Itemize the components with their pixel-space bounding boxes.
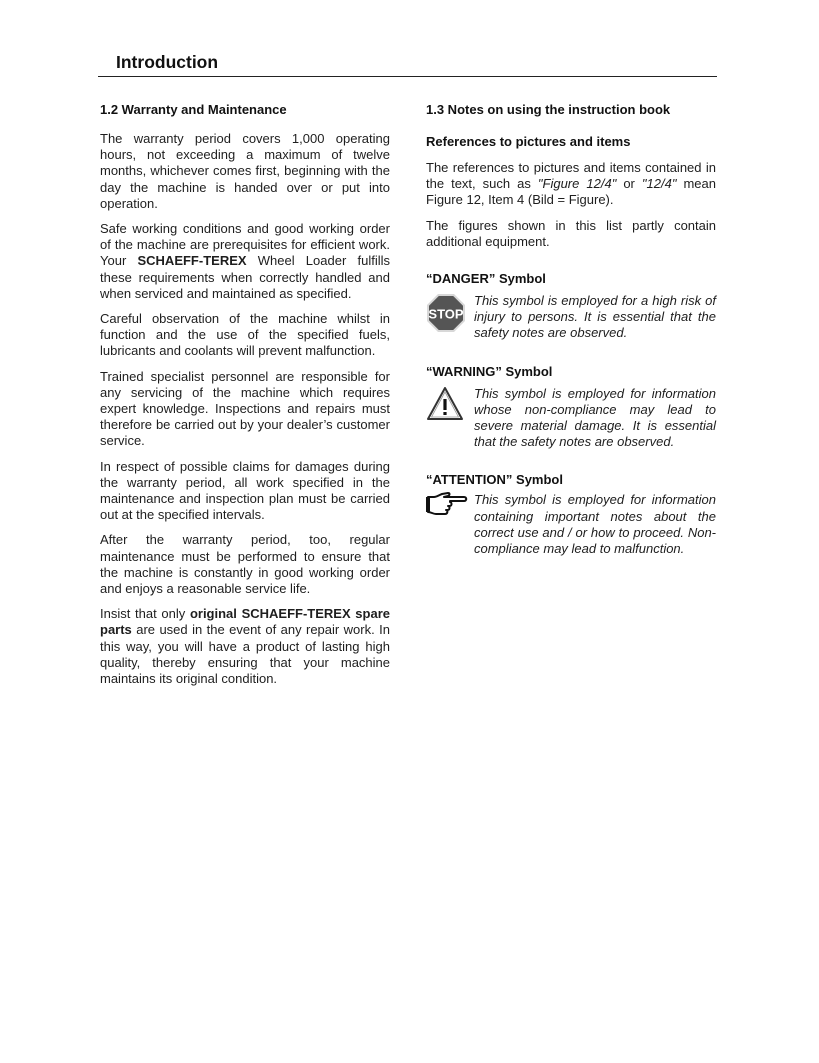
section-warranty [100, 102, 390, 696]
danger-symbol-block [426, 271, 716, 342]
text-run: Wheel Loader fulfills these requirements when correctly handled and when serviced and maintained as specified. [100, 253, 390, 301]
emphasis: original SCHAEFF-TEREX spare parts [100, 606, 391, 638]
symbol-description: This symbol is employed for a high risk of injury to persons. It is essential that the safety notes are observed. [474, 293, 716, 341]
text-run: Insist that only [100, 606, 190, 622]
symbol-title: “DANGER” Symbol [426, 271, 546, 287]
section-notes [426, 102, 716, 557]
warning-symbol-block [426, 364, 716, 451]
paragraph [100, 221, 390, 302]
paragraph: Careful observation of the machine whilst in function and the use of the specified fuels, lubricants and coolants will prevent malfunction. [100, 311, 390, 359]
paragraph [100, 606, 390, 687]
paragraph: After the warranty period, too, regular maintenance must be performed to ensure that the machine is constantly in good working order and enjoys a reasonable service life. [100, 532, 390, 597]
symbol-title: “WARNING” Symbol [426, 363, 553, 379]
paragraph: Trained specialist personnel are responsible for any servicing of the machine which requires expert knowledge. Inspections and repairs must therefore be carried out by your dealer’s customer service. [100, 368, 390, 449]
text-run: Safe working conditions and good working order of the machine are prerequisites for efficient work. Your [100, 221, 390, 269]
page-title: Introduction [116, 52, 219, 72]
brand-name: SCHAEFF-TEREX [137, 253, 247, 269]
text-run: or [616, 176, 642, 192]
text-run: mean Figure 12, Item 4 (Bild = Figure). [426, 176, 716, 208]
figure-reference: "Figure 12/4" [537, 176, 617, 192]
header-rule [98, 76, 717, 77]
pointing-hand-icon [426, 492, 474, 523]
section-heading: 1.2 Warranty and Maintenance [100, 102, 287, 117]
section-heading: 1.3 Notes on using the instruction book [426, 102, 671, 117]
paragraph [426, 160, 716, 209]
text-run: The references to pictures and items contained in the text, such as [426, 160, 716, 192]
attention-symbol-block [426, 472, 716, 557]
figure-reference: "12/4" [641, 176, 677, 192]
symbol-title: “ATTENTION” Symbol [426, 472, 563, 488]
stop-sign-icon [426, 293, 474, 338]
subheading: References to pictures and items [426, 134, 631, 149]
text-run: are used in the event of any repair work. In this way, you will have a product of lasting high quality, thereby ensuring that your machine maintains its original condition. [100, 622, 390, 687]
symbol-description: This symbol is employed for information whose non-compliance may lead to severe material damage. It is essential that the safety notes are observed. [474, 385, 716, 450]
paragraph: The figures shown in this list partly contain additional equipment. [426, 217, 716, 249]
warning-triangle-icon [426, 386, 474, 427]
stop-sign-text: STOP [428, 306, 464, 322]
paragraph: In respect of possible claims for damages during the warranty period, all work specified in the maintenance and inspection plan must be carried out at the specified intervals. [100, 458, 390, 523]
symbol-description: This symbol is employed for information containing important notes about the correct use and / or how to proceed. Non-compliance may lead to malfunction. [474, 492, 716, 557]
paragraph: The warranty period covers 1,000 operating hours, not exceeding a maximum of twelve months, whichever comes first, beginning with the day the machine is handed over or put into operation. [100, 131, 390, 211]
